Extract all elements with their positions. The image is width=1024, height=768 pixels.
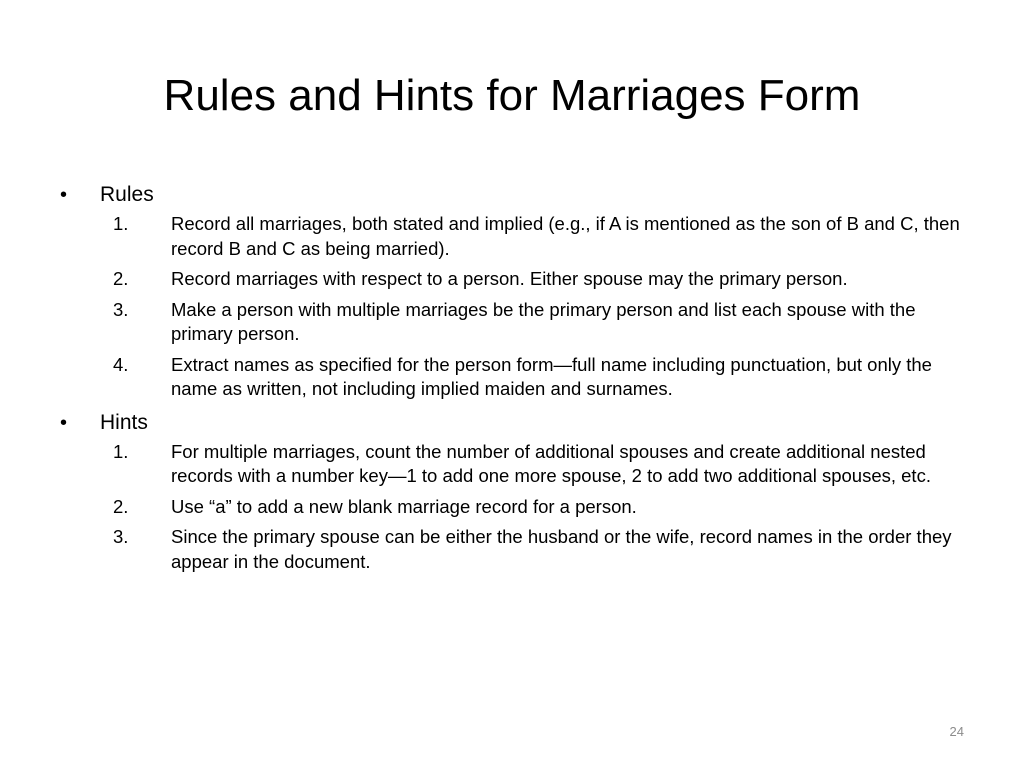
slide-content [58,180,968,580]
bullet-icon: • [60,411,68,434]
list-item [58,298,968,347]
list-item [58,212,968,261]
item-number: 2. [113,268,129,289]
section-hints [58,408,968,575]
list-item [58,440,968,489]
rules-list [58,212,968,402]
item-number: 3. [113,298,129,320]
item-text: Use “a” to add a new blank marriage record for a person. [171,495,637,517]
item-text: Make a person with multiple marriages be the primary person and list each spouse with the primary person. [171,298,916,344]
section-heading [58,180,968,210]
page-number: 24 [949,724,964,739]
hints-list [58,440,968,575]
item-text: Since the primary spouse can be either the husband or the wife, record names in the order they appear in the document. [171,526,952,572]
item-text: Extract names as specified for the person form—full name including punctuation, but only the name as written, not including implied maiden and surnames. [171,353,932,399]
item-text: For multiple marriages, count the number of additional spouses and create additional nested records with a number key—1 to add one more spouse, 2 to add two additional spouses, etc. [171,440,931,486]
slide-title: Rules and Hints for Marriages Form [163,71,861,120]
list-item [58,525,968,574]
item-text: Record all marriages, both stated and implied (e.g., if A is mentioned as the son of B and C, then record B and C as being married). [171,213,960,259]
section-heading-label: Hints [100,410,148,434]
bullet-icon: • [60,184,68,206]
section-rules [58,180,968,402]
list-item [58,267,968,292]
section-heading-label: Rules [100,183,154,206]
item-number: 3. [113,526,129,547]
section-heading [58,408,968,438]
item-number: 4. [113,353,129,375]
item-number: 1. [113,213,129,234]
list-item [58,353,968,402]
item-text: Record marriages with respect to a person. Either spouse may the primary person. [171,268,848,289]
item-number: 1. [113,440,129,462]
item-number: 2. [113,495,129,517]
list-item [58,495,968,520]
